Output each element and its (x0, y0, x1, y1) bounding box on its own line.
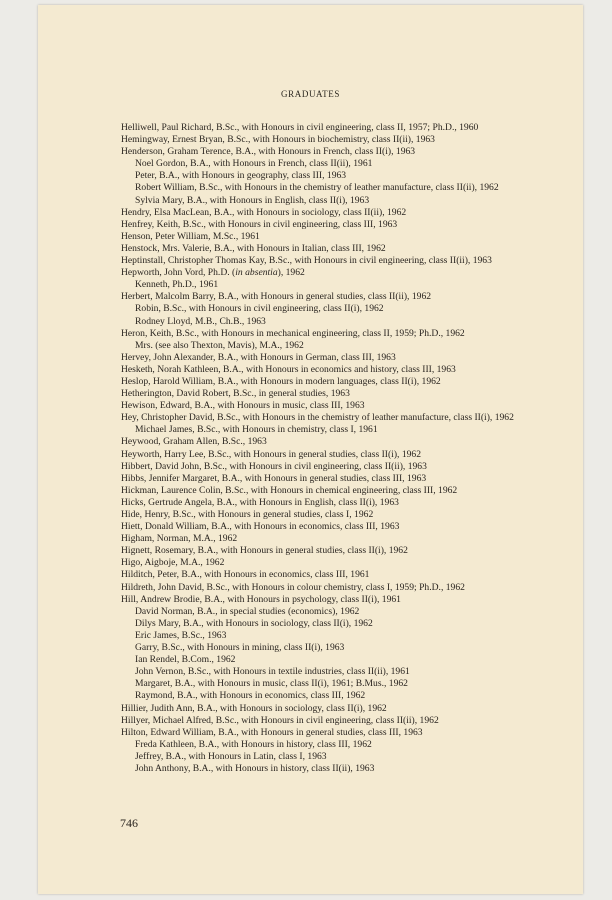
graduate-entry: Hillyer, Michael Alfred, B.Sc., with Honours in civil engineering, class II(ii), 1962 (121, 714, 439, 726)
entry-text-after: ), 1962 (277, 267, 305, 279)
graduate-sub-entry: Garry, B.Sc., with Honours in mining, class II(i), 1963 (135, 642, 345, 654)
graduate-entry (121, 267, 554, 279)
graduate-entry: Herbert, Malcolm Barry, B.A., with Honours in general studies, class II(ii), 1962 (121, 291, 432, 303)
graduate-entry: Hilton, Edward William, B.A., with Honours in general studies, class III, 1963 (121, 726, 423, 738)
graduate-sub-entry: Mrs. (see also Thexton, Mavis), M.A., 1962 (135, 339, 304, 351)
graduate-entry: Hillier, Judith Ann, B.A., with Honours in sociology, class II(i), 1962 (121, 702, 387, 714)
graduate-entry: Henson, Peter William, M.Sc., 1961 (121, 230, 260, 242)
graduate-sub-entry: Dilys Mary, B.A., with Honours in sociology, class II(i), 1962 (135, 617, 373, 629)
graduate-entry: Henstock, Mrs. Valerie, B.A., with Honours in Italian, class III, 1962 (121, 242, 386, 254)
page-heading: GRADUATES (281, 89, 340, 99)
graduate-entry: Hey, Christopher David, B.Sc., with Honours in the chemistry of leather manufacture, class II(i), 1962 (121, 412, 514, 424)
graduate-entry: Henderson, Graham Terence, B.A., with Honours in French, class II(i), 1963 (121, 146, 416, 158)
graduate-entry: Heywood, Graham Allen, B.Sc., 1963 (121, 436, 267, 448)
graduate-sub-entry: Raymond, B.A., with Honours in economics, class III, 1962 (135, 690, 366, 702)
graduate-entry: Heptinstall, Christopher Thomas Kay, B.Sc., with Honours in civil engineering, class II(ii), 1963 (121, 255, 492, 267)
graduate-sub-entry: Peter, B.A., with Honours in geography, class III, 1963 (135, 170, 347, 182)
graduate-sub-entry: Eric James, B.Sc., 1963 (135, 629, 227, 641)
graduate-entry: Hildreth, John David, B.Sc., with Honours in colour chemistry, class I, 1959; Ph.D., 1962 (121, 581, 465, 593)
graduate-entry: Hill, Andrew Brodie, B.A., with Honours in psychology, class II(i), 1961 (121, 593, 401, 605)
graduate-entry: Hide, Henry, B.Sc., with Honours in general studies, class I, 1962 (121, 509, 374, 520)
entry-text-italic: in absentia (235, 267, 278, 279)
graduate-sub-entry: Jeffrey, B.A., with Honours in Latin, class I, 1963 (135, 750, 327, 762)
graduate-entry: Hiett, Donald William, B.A., with Honours in economics, class III, 1963 (121, 521, 400, 533)
graduate-sub-entry: Noel Gordon, B.A., with Honours in French, class II(ii), 1961 (135, 158, 373, 170)
graduate-sub-entry: Michael James, B.Sc., with Honours in chemistry, class I, 1961 (135, 424, 378, 436)
graduate-sub-entry: John Vernon, B.Sc., with Honours in textile industries, class II(ii), 1961 (135, 666, 410, 678)
graduate-entry: Hibbert, David John, B.Sc., with Honours in civil engineering, class II(ii), 1963 (121, 460, 427, 472)
graduate-sub-entry: Ian Rendel, B.Com., 1962 (135, 654, 236, 666)
graduate-sub-entry: John Anthony, B.A., with Honours in history, class II(ii), 1963 (135, 762, 375, 774)
graduate-entry: Hemingway, Ernest Bryan, B.Sc., with Honours in biochemistry, class II(ii), 1963 (121, 134, 435, 146)
graduate-sub-entry: Rodney Lloyd, M.B., Ch.B., 1963 (135, 315, 266, 327)
graduate-entry: Hignett, Rosemary, B.A., with Honours in general studies, class II(i), 1962 (121, 545, 408, 557)
graduate-entry: Hilditch, Peter, B.A., with Honours in economics, class III, 1961 (121, 569, 370, 581)
graduate-list (121, 122, 554, 775)
graduate-entry: Higham, Norman, M.A., 1962 (121, 533, 238, 545)
graduate-sub-entry: David Norman, B.A., in special studies (economics), 1962 (135, 605, 360, 617)
graduate-entry: Helliwell, Paul Richard, B.Sc., with Honours in civil engineering, class II, 1957; Ph.D., 1960 (121, 122, 479, 133)
graduate-sub-entry: Sylvia Mary, B.A., with Honours in English, class II(i), 1963 (135, 194, 370, 206)
graduate-sub-entry: Robert William, B.Sc., with Honours in the chemistry of leather manufacture, class II(ii), 1962 (135, 182, 499, 194)
graduate-entry: Hibbs, Jennifer Margaret, B.A., with Honours in general studies, class III, 1963 (121, 472, 427, 484)
entry-text-before: Hepworth, John Vord, Ph.D. ( (121, 267, 236, 279)
graduate-entry: Hervey, John Alexander, B.A., with Honours in German, class III, 1963 (121, 351, 396, 363)
page-number: 746 (120, 816, 138, 830)
graduate-entry: Higo, Aigboje, M.A., 1962 (121, 557, 225, 569)
graduate-entry: Hendry, Elsa MacLean, B.A., with Honours in sociology, class II(ii), 1962 (121, 206, 407, 218)
graduate-sub-entry: Robin, B.Sc., with Honours in civil engineering, class II(i), 1962 (135, 303, 384, 315)
graduate-entry: Heyworth, Harry Lee, B.Sc., with Honours in general studies, class II(i), 1962 (121, 448, 422, 460)
graduate-entry: Hickman, Laurence Colin, B.Sc., with Honours in chemical engineering, class III, 1962 (121, 484, 458, 496)
graduate-sub-entry: Kenneth, Ph.D., 1961 (135, 279, 219, 291)
graduate-entry: Hicks, Gertrude Angela, B.A., with Honours in English, class II(i), 1963 (121, 496, 399, 508)
graduate-entry: Hetherington, David Robert, B.Sc., in general studies, 1963 (121, 388, 350, 400)
graduate-entry: Hewison, Edward, B.A., with Honours in music, class III, 1963 (121, 400, 365, 412)
graduate-entry: Henfrey, Keith, B.Sc., with Honours in civil engineering, class III, 1963 (121, 218, 398, 230)
graduate-entry: Hesketh, Norah Kathleen, B.A., with Honours in economics and history, class III, 1963 (121, 363, 456, 375)
graduate-entry: Heslop, Harold William, B.A., with Honours in modern languages, class II(i), 1962 (121, 375, 441, 387)
document-page (38, 5, 583, 894)
graduate-sub-entry: Margaret, B.A., with Honours in music, class II(i), 1961; B.Mus., 1962 (135, 678, 408, 690)
graduate-sub-entry: Freda Kathleen, B.A., with Honours in history, class III, 1962 (135, 738, 372, 750)
graduate-entry: Heron, Keith, B.Sc., with Honours in mechanical engineering, class II, 1959; Ph.D., 1962 (121, 327, 465, 339)
